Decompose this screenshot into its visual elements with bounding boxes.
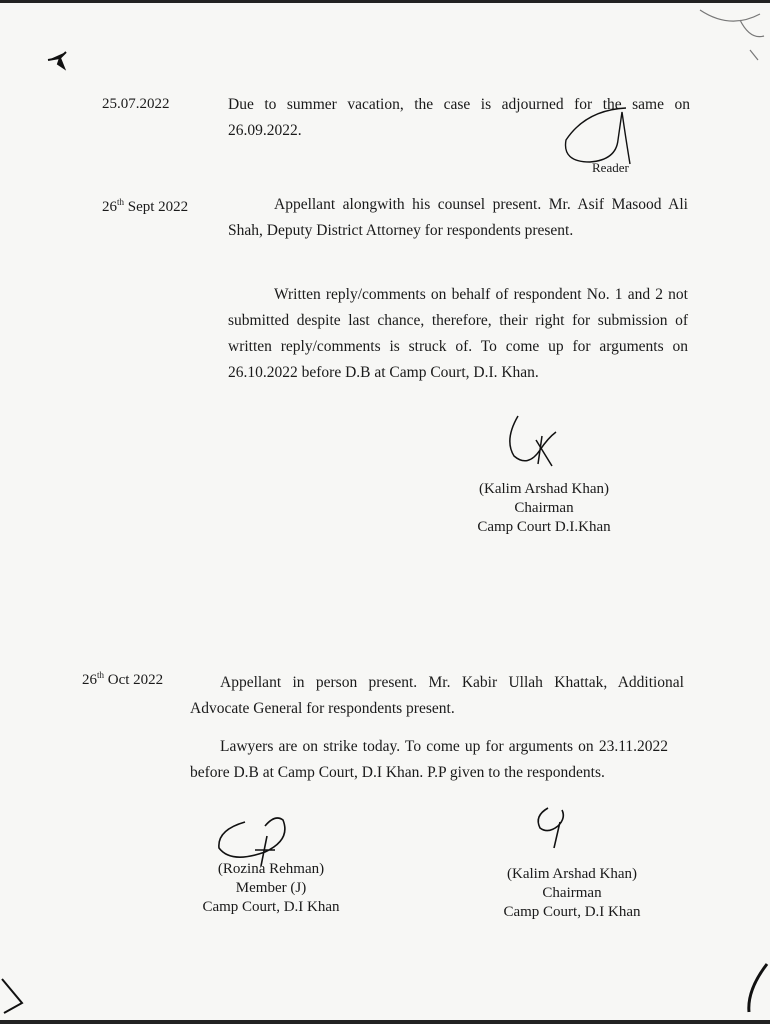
entry-1-text: Due to summer vacation, the case is adjourned for the same on 26.09.2022. — [228, 96, 690, 139]
corner-mark-icon — [46, 50, 76, 74]
entry-2-date-day: 26 — [102, 199, 117, 215]
chairman-signature-1 — [500, 410, 570, 472]
signatory-name: (Kalim Arshad Khan) — [479, 481, 609, 497]
entry-3-date-rest: Oct 2022 — [104, 672, 164, 688]
entry-2-date-suffix: th — [117, 197, 125, 207]
entry-3-signatory-member — [182, 860, 360, 917]
signatory-place: Camp Court, D.I Khan — [202, 899, 340, 915]
signatory-name: (Kalim Arshad Khan) — [507, 866, 637, 882]
entry-2-paragraph-1: Appellant alongwith his counsel present. Mr. Asif Masood Ali Shah, Deputy District Attorney for respondents present. — [228, 196, 688, 239]
reader-label: Reader — [592, 160, 629, 175]
chairman-signature-2 — [528, 802, 578, 852]
bottom-right-edge-mark — [735, 960, 770, 1014]
bottom-left-edge-mark — [0, 975, 30, 1015]
entry-3-paragraph-2: Lawyers are on strike today. To come up for arguments on 23.11.2022 before D.B at Camp Court, D.I Khan. P.P given to the respondents. — [190, 738, 668, 781]
entry-3-date-suffix: th — [97, 670, 105, 680]
entry-2-signatory — [452, 480, 636, 537]
signatory-title: Member (J) — [235, 880, 307, 896]
entry-2-paragraph-2: Written reply/comments on behalf of respondent No. 1 and 2 not submitted despite last chance, therefore, their right for submission of written reply/comments is struck of. To come up for arguments on 26.10.2022 before D.B at Camp Court, D.I. Khan. — [228, 286, 688, 381]
signatory-place: Camp Court D.I.Khan — [477, 519, 611, 535]
entry-1-date: 25.07.2022 — [102, 96, 170, 112]
entry-2-date — [102, 197, 188, 216]
entry-2-date-rest: Sept 2022 — [124, 199, 189, 215]
top-right-smudge — [690, 0, 770, 70]
scan-top-edge — [0, 0, 770, 6]
entry-3-paragraph-1: Appellant in person present. Mr. Kabir Ullah Khattak, Additional Advocate General for respondents present. — [190, 674, 684, 717]
signatory-place: Camp Court, D.I Khan — [503, 904, 641, 920]
signatory-title: Chairman — [542, 885, 602, 901]
signatory-title: Chairman — [514, 500, 574, 516]
scan-bottom-edge — [0, 1014, 770, 1024]
entry-3-date — [82, 670, 163, 689]
signatory-name: (Rozina Rehman) — [217, 861, 325, 877]
entry-3-date-day: 26 — [82, 672, 97, 688]
entry-3-signatory-chairman — [482, 865, 662, 922]
